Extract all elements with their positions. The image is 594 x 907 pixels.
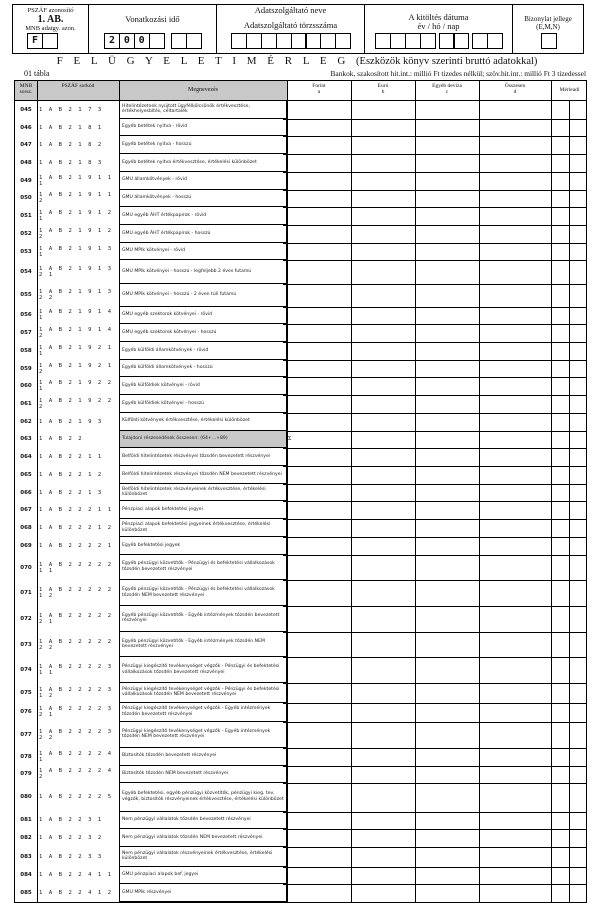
row-description: Pénzügyi kiegészítő tevékenységet végzők - Pénzügyi és befektetési vállalkozások tőzsdén bevezetett részvényei — [119, 657, 287, 683]
row-code: 1 A B 2 2 3 2 — [39, 835, 103, 842]
table-row — [15, 657, 586, 683]
period-label: Vonatkozási idő — [125, 14, 180, 24]
row-number: 060 — [20, 383, 32, 390]
row-code: 1 A B 2 1 7 3 — [39, 106, 103, 113]
col-total-letter: d — [513, 89, 517, 95]
row-number: 085 — [20, 890, 32, 897]
row-number: 074 — [20, 667, 32, 674]
row-number: 080 — [20, 794, 32, 801]
row-code: 1 A B 2 2 4 1 2 — [39, 890, 113, 897]
form-title — [0, 55, 594, 67]
pszaf-code: 1. AB. — [37, 14, 64, 25]
row-description: Biztosítók tőzsdén NEM bevezetett részvényei — [119, 766, 287, 784]
period-box-6[interactable] — [186, 33, 202, 49]
table-row — [15, 154, 586, 172]
col-forint-letter: a — [317, 89, 321, 95]
row-description: Egyéb befektetési, egyéb pénzügyi közvetítők, pénzügyi kieg. tev. végzők, biztosítók részvényeinek értékvesztése, értékelési különbözet — [119, 783, 287, 811]
row-description: Egyéb külföldiek kötvényei - rövid — [119, 377, 287, 395]
row-code: 1 A B 2 1 9 1 2 1 — [39, 210, 113, 223]
row-number: 067 — [20, 507, 32, 514]
row-description: GMU MPIk kötvényei - hosszú - 2 éven túli futamú — [119, 284, 287, 307]
row-divider — [283, 902, 586, 903]
sum-icon: Σ — [288, 436, 292, 443]
table-row — [15, 783, 586, 811]
row-number: 064 — [20, 454, 32, 461]
table-row — [15, 632, 586, 658]
col-name: Megnevezés — [119, 81, 287, 100]
col-euro-label: Euró — [377, 83, 389, 89]
row-description: Egyéb pénzügyi közvetítők - Pénzügyi és befektetési vállalkozások tőzsdén NEM bevezetett részvényei — [119, 580, 287, 606]
date-box[interactable] — [375, 33, 391, 49]
row-number: 050 — [20, 195, 32, 202]
col-euro — [351, 81, 415, 100]
period-box-4[interactable] — [149, 33, 165, 49]
provider-id-box[interactable] — [305, 33, 321, 49]
row-description: Pénzpiaci alapok befektetési jegyei — [119, 502, 287, 520]
table-row — [15, 342, 586, 360]
row-code: 1 A B 2 1 9 2 1 1 — [39, 344, 113, 357]
row-description: GMU államkötvények - hosszú — [119, 190, 287, 208]
row-description: Egyéb betétek nyitva - hosszú — [119, 136, 287, 154]
table-row — [15, 537, 586, 555]
row-description: Tulajdoni részesedések összesen: (64+...+89) — [119, 431, 287, 449]
mnb-label: MNB adatgy. azon. — [25, 25, 76, 32]
row-code: 1 A B 2 1 9 1 2 2 — [39, 227, 113, 240]
row-code: 1 A B 2 1 9 1 1 1 — [39, 174, 113, 187]
table-row — [15, 413, 586, 431]
table-row — [15, 307, 586, 325]
row-code: 1 A B 2 2 — [39, 436, 84, 443]
row-number: 079 — [20, 771, 32, 778]
row-description: Egyéb pénzügyi közvetítők - Pénzügyi és befektetési vállalkozások tőzsdén bevezetett részvényei — [119, 555, 287, 581]
row-number: 051 — [20, 213, 32, 220]
row-description: Egyéb betétek nyitva - rövid — [119, 119, 287, 137]
period-cell — [89, 5, 217, 53]
table-row — [15, 207, 586, 225]
table-header — [15, 81, 586, 101]
report-type-cell — [513, 5, 583, 53]
row-number: 069 — [20, 542, 32, 549]
row-number: 081 — [20, 817, 32, 824]
row-number: 058 — [20, 347, 32, 354]
provider-id-box[interactable] — [335, 33, 351, 49]
row-description: Nem pénzügyi vállalatok tőzsdén NEM bevezetett részvényei — [119, 829, 287, 847]
row-number: 061 — [20, 401, 32, 408]
row-number: 083 — [20, 853, 32, 860]
row-description: Külföldi kötvények értékvesztése, értékelési különbözet — [119, 413, 287, 431]
row-description: GMU pénzpiaci alapok bef. jegyei — [119, 867, 287, 885]
table-row — [15, 484, 586, 502]
date-format: év / hó / nap — [417, 21, 460, 31]
table-row — [15, 395, 586, 413]
row-code: 1 A B 2 1 9 3 — [39, 418, 103, 425]
row-number: 053 — [20, 248, 32, 255]
row-number: 078 — [20, 753, 32, 760]
date-box[interactable] — [453, 33, 469, 49]
row-number: 072 — [20, 615, 32, 622]
row-code: 1 A B 2 2 3 3 — [39, 853, 103, 860]
row-number: 075 — [20, 689, 32, 696]
col-forint-label: Forint — [312, 83, 326, 89]
row-number: 073 — [20, 641, 32, 648]
pszaf-label: PSZÁF azonosító — [27, 7, 74, 14]
row-number: 059 — [20, 365, 32, 372]
row-number: 049 — [20, 177, 32, 184]
row-description: Pénzügyi kiegészítő tevékenységet végzők - Egyéb intézmények tőzsdén bevezetett részvényei — [119, 703, 287, 722]
row-code: 1 A B 2 1 9 1 1 2 — [39, 192, 113, 205]
table-label: 01 tábla — [24, 69, 50, 78]
provider-cell — [217, 5, 365, 53]
row-code: 1 A B 2 2 2 2 3 1 1 — [39, 664, 113, 677]
row-code: 1 A B 2 2 2 2 2 1 1 — [39, 561, 113, 574]
row-number: 057 — [20, 330, 32, 337]
row-code: 1 A B 2 2 1 1 — [39, 454, 103, 461]
provider-id-box[interactable] — [231, 33, 247, 49]
report-type-box[interactable] — [541, 33, 557, 49]
table-row — [15, 466, 586, 484]
table-row — [15, 748, 586, 766]
row-number: 068 — [20, 525, 32, 532]
table-row — [15, 377, 586, 395]
table-row — [15, 867, 586, 885]
row-code: 1 A B 2 2 2 2 2 2 2 — [39, 638, 113, 651]
row-code: 1 A B 2 2 3 1 — [39, 817, 103, 824]
row-description: Egyéb pénzügyi közvetítők - Egyéb intézmények tőzsdén bevezetett részvényei — [119, 606, 287, 632]
table-row — [15, 119, 586, 137]
table-row — [15, 580, 586, 606]
row-description: Egyéb betétek nyitva értékvesztése, értékelési különbözet — [119, 154, 287, 172]
row-description: GMU egyéb ÁHT értékpapírok - hosszú — [119, 225, 287, 243]
provider-id-box[interactable] — [320, 33, 336, 49]
table-row — [15, 284, 586, 307]
row-code: 1 A B 2 1 9 2 2 2 — [39, 398, 113, 411]
row-description: Egyéb külföldi államkötvények - rövid — [119, 342, 287, 360]
row-description: Nem pénzügyi vállalatok tőzsdén bevezetett részvényei — [119, 812, 287, 830]
row-number: 063 — [20, 436, 32, 443]
row-code: 1 A B 2 2 2 2 5 — [39, 794, 113, 801]
table-row — [15, 136, 586, 154]
row-description: Egyéb külföldi államkötvények - hosszú — [119, 360, 287, 378]
row-code: 1 A B 2 1 8 1 — [39, 124, 103, 131]
mnb-id-box-2[interactable] — [42, 33, 58, 49]
provider-id-label: Adatszolgáltató törzsszáma — [243, 20, 338, 30]
row-number: 052 — [20, 230, 32, 237]
table-row — [15, 722, 586, 748]
row-code: 1 A B 2 1 9 1 3 2 2 — [39, 289, 113, 302]
row-code: 1 A B 2 1 9 2 2 1 — [39, 380, 113, 393]
col-euro-letter: b — [381, 89, 385, 95]
row-code: 1 A B 2 1 9 2 1 2 — [39, 362, 113, 375]
table-row — [15, 324, 586, 342]
table-row — [15, 431, 586, 449]
row-number: 066 — [20, 489, 32, 496]
row-code: 1 A B 2 2 4 1 1 — [39, 872, 113, 879]
date-box[interactable] — [420, 33, 436, 49]
row-description: GMU MPIk kötvényei - rövid — [119, 243, 287, 261]
table-row — [15, 502, 586, 520]
provider-id-box[interactable] — [261, 33, 277, 49]
table-row — [15, 847, 586, 866]
date-box[interactable] — [487, 33, 503, 49]
row-description: Egyéb pénzügyi közvetítők - Egyéb intézmények tőzsdén NEM bevezetett részvényei — [119, 632, 287, 658]
row-code: 1 A B 2 1 9 1 3 2 1 — [39, 266, 113, 278]
row-description: GMU államkötvények - rövid — [119, 172, 287, 190]
row-description: Belföldi hitelintézetek részvényeinek értékvesztése, értékelési különbözet — [119, 484, 287, 502]
row-description: GMU egyéb szektorok kötvényei - hosszú — [119, 324, 287, 342]
date-box[interactable] — [390, 33, 406, 49]
row-code: 1 A B 2 2 2 1 1 — [39, 507, 113, 514]
provider-id-box[interactable] — [291, 33, 307, 49]
row-description: Nem pénzügyi vállalatok részvényeinek értékvesztése, értékelési különbözet — [119, 847, 287, 866]
period-box-2[interactable]: 0 — [119, 33, 135, 49]
date-box[interactable] — [472, 33, 488, 49]
row-number: 076 — [20, 709, 32, 716]
row-code: 1 A B 2 2 2 2 4 2 — [39, 768, 113, 781]
row-code: 1 A B 2 2 1 3 — [39, 489, 103, 496]
row-code: 1 A B 2 2 2 2 2 2 1 — [39, 612, 113, 625]
row-code: 1 A B 2 2 1 2 — [39, 471, 103, 478]
row-number: 065 — [20, 471, 32, 478]
col-row-no: MNB sorsz. — [15, 81, 37, 100]
table-row — [15, 360, 586, 378]
row-code: 1 A B 2 2 2 2 4 1 — [39, 750, 113, 763]
table-row — [15, 172, 586, 190]
date-cell — [365, 5, 513, 53]
mnb-id-box[interactable]: F — [27, 33, 43, 49]
row-code: 1 A B 2 2 2 2 2 1 2 — [39, 587, 113, 600]
row-code: 1 A B 2 2 2 2 3 2 2 — [39, 728, 113, 741]
row-description: Belföldi hitelintézetek részvényei tőzsdén bevezetett részvényei — [119, 448, 287, 466]
row-number: 045 — [20, 106, 32, 113]
row-description: Egyéb befektetési jegyek — [119, 537, 287, 555]
row-number: 048 — [20, 160, 32, 167]
period-box-3[interactable]: 0 — [134, 33, 150, 49]
provider-name-label: Adatszolgáltató neve — [254, 5, 327, 15]
row-description: Egyéb külföldiek kötvényei - hosszú — [119, 395, 287, 413]
col-forint — [287, 81, 351, 100]
row-number: 084 — [20, 872, 32, 879]
table-row — [15, 555, 586, 581]
row-description: Pénzügyi kiegészítő tevékenységet végzők - Pénzügyi és befektetési vállalkozások tőzsdén NEM bevezetett részvényei — [119, 683, 287, 702]
row-code: 1 A B 2 2 2 1 2 — [39, 525, 113, 532]
row-number: 055 — [20, 292, 32, 299]
row-number: 070 — [20, 564, 32, 571]
period-box-1[interactable]: 2 — [104, 33, 120, 49]
col-note: Mérleadi — [559, 87, 580, 93]
col-other-label: Egyéb deviza — [432, 83, 462, 89]
col-total-label: Összesen — [504, 83, 526, 89]
title-main: F E L Ü G Y E L E T I M É R L E G — [56, 55, 350, 67]
table-row — [15, 448, 586, 466]
row-code: 1 A B 2 2 2 2 1 — [39, 542, 113, 549]
provider-id-box[interactable] — [246, 33, 262, 49]
row-code: 1 A B 2 1 9 1 3 1 — [39, 245, 113, 258]
row-description: GMU MPIk részvényei — [119, 884, 287, 902]
units-note: Bankok, szakosított hit.int.: millió Ft tizedes nélkül; szöv.hit.int.: millió Ft 3 tizedessel — [330, 69, 586, 78]
row-number: 056 — [20, 312, 32, 319]
title-sub: (Eszközök könyv szerinti bruttó adatokkal) — [356, 56, 538, 67]
row-description: Pénzügyi kiegészítő tevékenységet végzők - Egyéb intézmények tőzsdén NEM bevezetett részvényei — [119, 722, 287, 748]
row-number: 062 — [20, 418, 32, 425]
row-description: GMU egyéb ÁHT értékpapírok - rövid — [119, 207, 287, 225]
row-description: GMU MPIk kötvényei - hosszú - legfeljebb 2 éves futamú — [119, 260, 287, 283]
row-code: 1 A B 2 1 8 3 — [39, 160, 103, 167]
table-row — [15, 683, 586, 702]
date-box[interactable] — [439, 33, 455, 49]
row-description: GMU egyéb szektorok kötvényei - rövid — [119, 307, 287, 325]
row-description: Pénzpiaci alapok befektetési jegyeinek értékvesztése, értékelési különbözet — [119, 519, 287, 537]
table-row — [15, 190, 586, 208]
pszaf-id-cell — [13, 5, 89, 53]
table-row — [15, 519, 586, 537]
row-code: 1 A B 2 1 9 1 4 2 — [39, 327, 113, 340]
row-number: 046 — [20, 124, 32, 131]
row-description: Hitelintézetnek nyújtott ügyfélkölcsönök értékvesztése, értékhelyesbítés, céltartalék — [119, 101, 287, 119]
row-code: 1 A B 2 1 8 2 — [39, 142, 103, 149]
row-number: 047 — [20, 142, 32, 149]
row-code: 1 A B 2 1 9 1 4 1 — [39, 309, 113, 322]
row-number: 077 — [20, 731, 32, 738]
col-other-letter: c — [445, 89, 449, 95]
period-box-5[interactable] — [171, 33, 187, 49]
table-row — [15, 225, 586, 243]
col-total — [479, 81, 551, 100]
table-row — [15, 703, 586, 722]
row-description: Biztosítók tőzsdén bevezetett részvényei — [119, 748, 287, 766]
row-code: 1 A B 2 2 2 2 3 2 1 — [39, 706, 113, 719]
balance-table — [14, 80, 587, 903]
table-row — [15, 243, 586, 261]
table-row — [15, 812, 586, 830]
table-row — [15, 766, 586, 784]
col-other — [415, 81, 479, 100]
row-number: 054 — [20, 269, 32, 275]
row-number: 082 — [20, 835, 32, 842]
table-row — [15, 606, 586, 632]
report-type-label: Bizonylat jellege (E,M,N) — [524, 15, 572, 31]
table-row — [15, 884, 586, 902]
table-row — [15, 260, 586, 283]
form-header — [12, 4, 584, 54]
row-description: Belföldi hitelintézetek részvényei tőzsdén NEM bevezetett részvényei — [119, 466, 287, 484]
row-number: 071 — [20, 590, 32, 597]
table-row — [15, 829, 586, 847]
date-label: A kitöltés dátuma — [408, 12, 469, 22]
row-code: 1 A B 2 2 2 2 3 1 2 — [39, 686, 113, 699]
provider-id-box[interactable] — [276, 33, 292, 49]
date-box[interactable] — [405, 33, 421, 49]
table-row — [15, 101, 586, 119]
col-code: PSZÁF sorkód — [37, 81, 119, 100]
